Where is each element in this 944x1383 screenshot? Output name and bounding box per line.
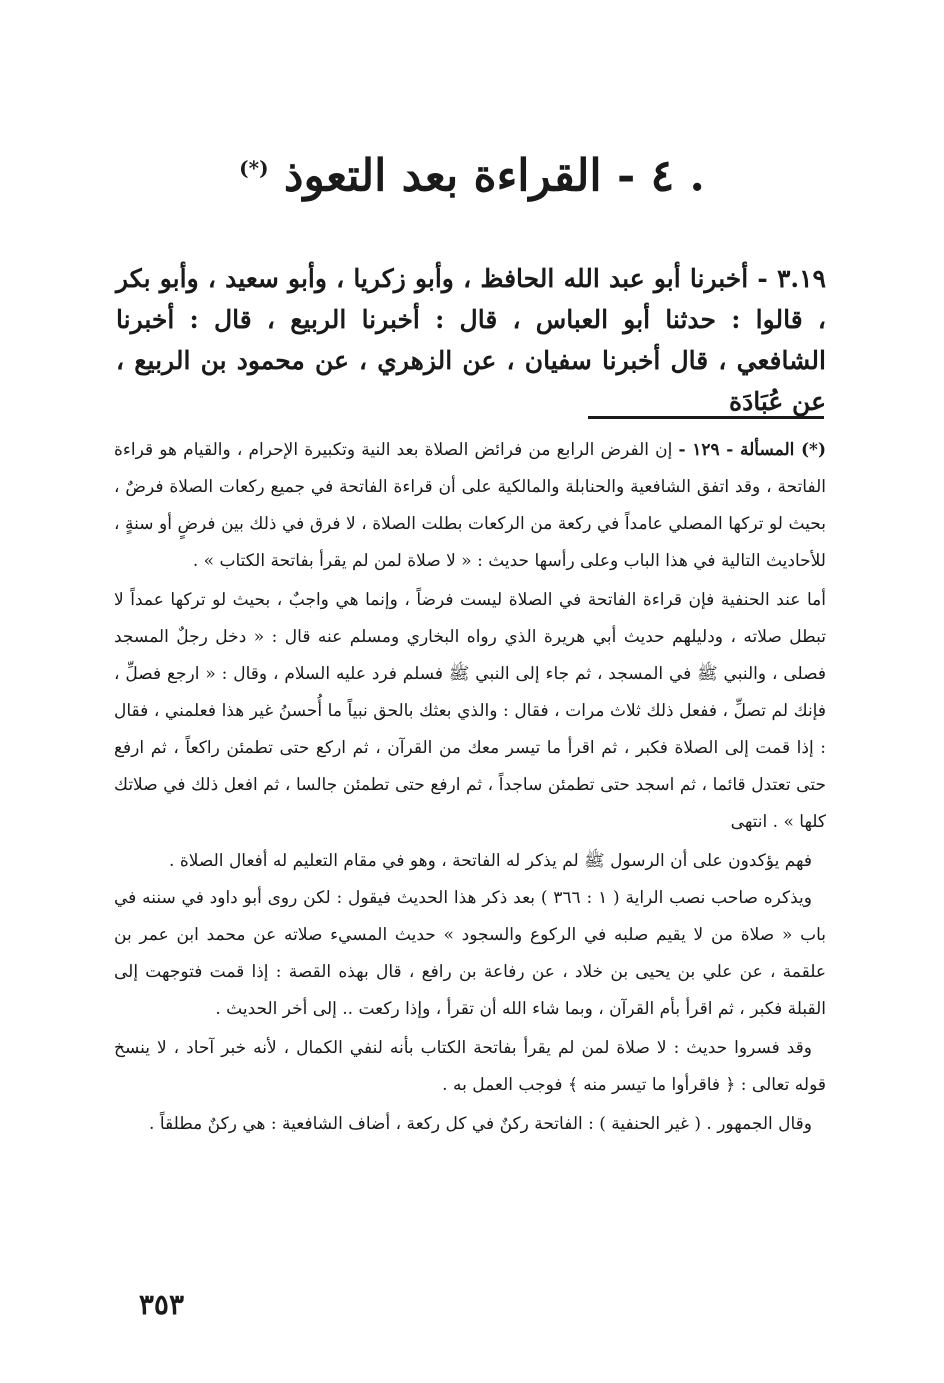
footnote-paragraph-1 <box>114 432 826 580</box>
hadith-paragraph: ٣.١٩ - أخبرنا أبو عبد الله الحافظ ، وأبو زكريا ، وأبو سعيد ، وأبو بكر ، قالوا : حدثنا أبو العباس ، قال : أخبرنا الربيع ، قال : أخبرنا الشافعي ، قال أخبرنا سفيان ، عن الزهري ، عن محمود بن الربيع ، عن عُبَادَة <box>116 264 826 416</box>
footnote-paragraph-1-text: إن الفرض الرابع من فرائض الصلاة بعد النية وتكبيرة الإحرام ، والقيام هو قراءة الفاتحة ، وقد اتفق الشافعية والحنابلة والمالكية على أن قراءة الفاتحة في جميع ركعات الصلاة فرضٌ ، بحيث لو تركها المصلي عامداً في ركعة من الركعات بطلت الصلاة ، لا فرق في ذلك بين فرضٍ أو سنةٍ ، للأحاديث التالية في هذا الباب وعلى رأسها حديث : « لا صلاة لمن لم يقرأ بفاتحة الكتاب » . <box>114 440 826 571</box>
footnote-label: (*) المسألة - ١٢٩ - <box>678 440 826 460</box>
chapter-title <box>120 140 824 205</box>
footnote-separator <box>588 416 824 419</box>
footnote-paragraph-2: أما عند الحنفية فإن قراءة الفاتحة في الصلاة ليست فرضاً ، وإنما هي واجبٌ ، بحيث لو تركها عمداً لا تبطل صلاته ، ودليلهم حديث أبي هريرة الذي رواه البخاري ومسلم عنه قال : « دخل رجلٌ المسجد فصلى ، والنبي ﷺ في المسجد ، ثم جاء إلى النبي ﷺ فسلم فرد عليه السلام ، وقال : « ارجع فصلِّ ، فإنك لم تصلِّ ، ففعل ذلك ثلاث مرات ، فقال : والذي بعثك بالحق نبياً ما أُحسنُ غير هذا فعلمني ، فقال : إذا قمت إلى الصلاة فكبر ، ثم اقرأ ما تيسر معك من القرآن ، ثم اركع حتى تطمئن راكعاً ، ثم ارفع حتى تعتدل قائما ، ثم اسجد حتى تطمئن ساجداً ، ثم ارفع حتى تطمئن جالسا ، ثم افعل ذلك في صلاتك كلها » . انتهى <box>114 590 826 832</box>
footnote-paragraph-5: وقد فسروا حديث : لا صلاة لمن لم يقرأ بفاتحة الكتاب بأنه لنفي الكمال ، لأنه خبر آحاد ، لا ينسخ قوله تعالى : ﴿ فاقرأوا ما تيسر منه ﴾ فوجب العمل به . <box>114 1038 826 1095</box>
footnote-paragraph-4: ويذكره صاحب نصب الراية ( ١ : ٣٦٦ ) بعد ذكر هذا الحديث فيقول : لكن روى أبو داود في سننه في باب « صلاة من لا يقيم صلبه في الركوع والسجود » حديث المسيء صلاته عن محمد ابن عمر بن علقمة ، عن علي بن يحيى بن خلاد ، عن رفاعة بن رافع ، قال بهذه القصة : إذا قمت فتوجهت إلى القبلة فكبر ، ثم اقرأ بأم القرآن ، وبما شاء الله أن تقرأ ، وإذا ركعت .. إلى أخر الحديث . <box>114 888 827 1019</box>
footnote-paragraph-6: وقال الجمهور . ( غير الحنفية ) : الفاتحة ركنٌ في كل ركعة ، أضاف الشافعية : هي ركنٌ مطلقاً . <box>149 1114 812 1134</box>
page-number: ٣٥٣ <box>138 1288 184 1321</box>
chapter-title-text: . ٤ - القراءة بعد التعوذ <box>283 150 705 202</box>
hadith-text <box>116 258 826 422</box>
footnote-section <box>114 432 826 1143</box>
footnote-paragraph-3: فهم يؤكدون على أن الرسول ﷺ لم يذكر له الفاتحة ، وهو في مقام التعليم له أفعال الصلاة . <box>169 851 812 871</box>
footnote-marker: (*) <box>239 156 269 180</box>
